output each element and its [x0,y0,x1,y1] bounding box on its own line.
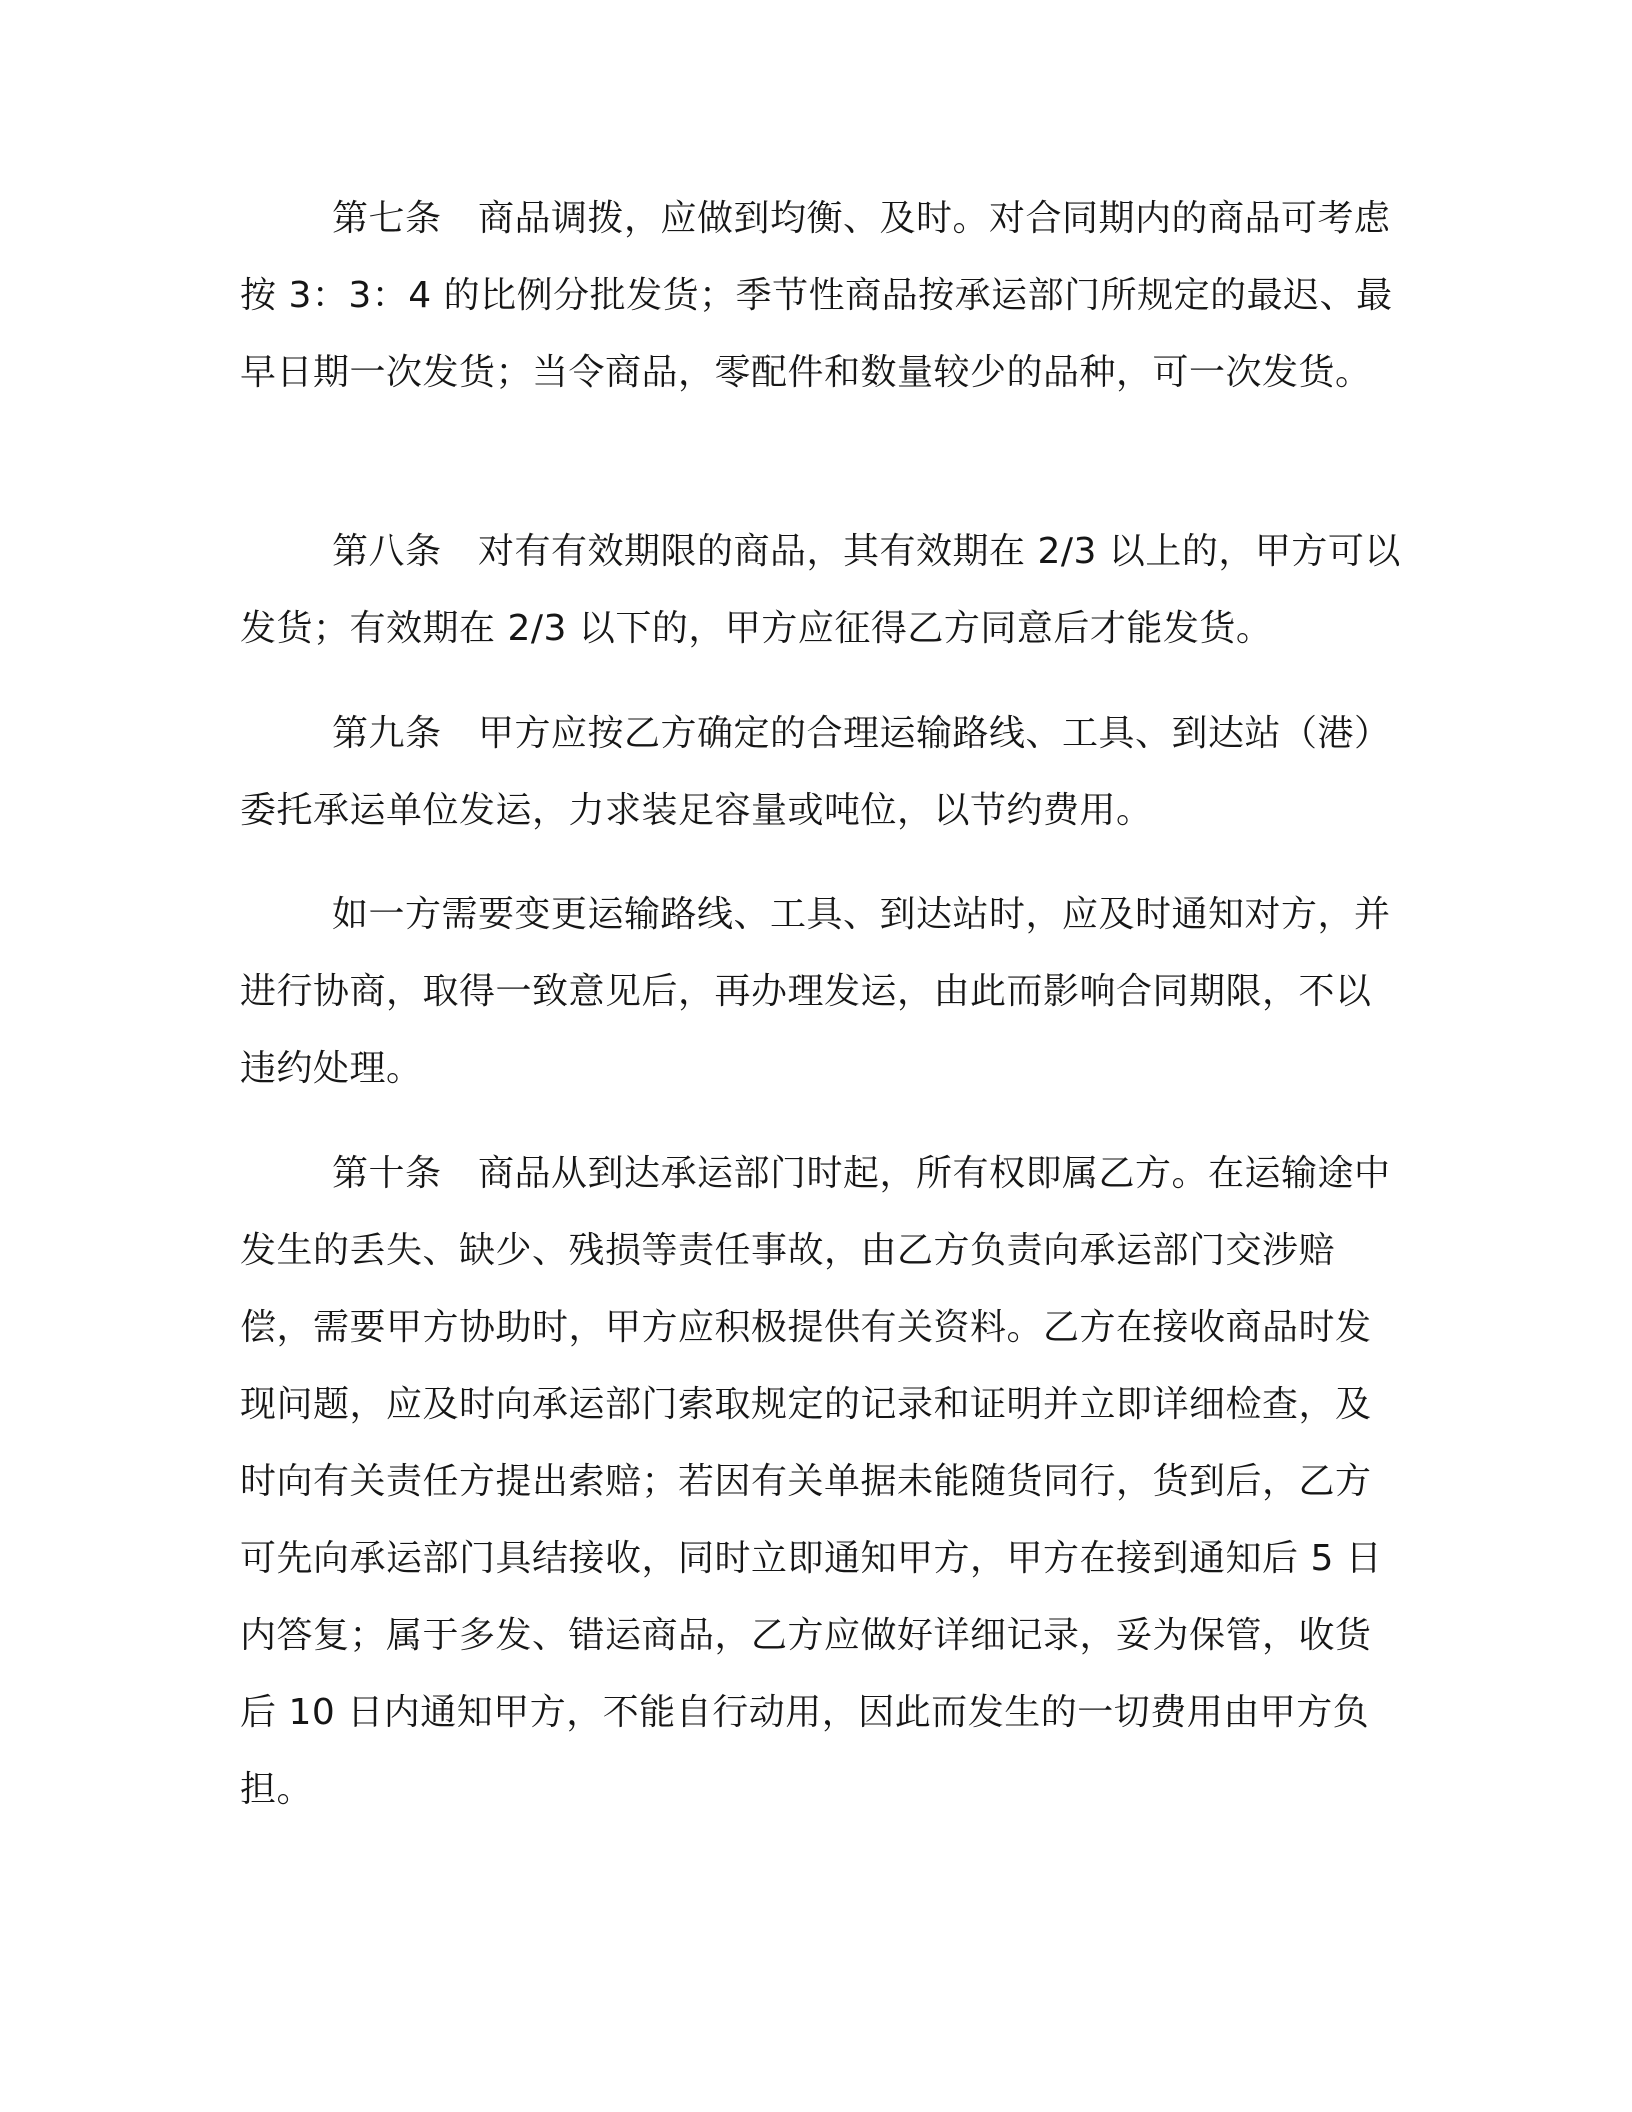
article-10-paragraph: 第十条 商品从到达承运部门时起，所有权即属乙方。在运输途中发生的丢失、缺少、残损等责任事故，由乙方负责向承运部门交涉赔偿，需要甲方协助时，甲方应积极提供有关资料。乙方在接收商品时发现问题，应及时向承运部门索取规定的记录和证明并立即详细检查，及时向有关责任方提出索赔；若因有关单据未能随货同行，货到后，乙方可先向承运部门具结接收，同时立即通知甲方，甲方在接到通知后 5 日内答复；属于多发、错运商品，乙方应做好详细记录，妥为保管，收货后 10 日内通知甲方，不能自行动用，因此而发生的一切费用由甲方负担。 [240,1153,1391,1810]
article-9-supplement-paragraph: 如一方需要变更运输路线、工具、到达站时，应及时通知对方，并进行协商，取得一致意见后，再办理发运，由此而影响合同期限，不以违约处理。 [240,894,1391,1089]
article-7-paragraph: 第七条 商品调拨，应做到均衡、及时。对合同期内的商品可考虑按 3：3：4 的比例分批发货；季节性商品按承运部门所规定的最迟、最早日期一次发货；当令商品，零配件和数量较少的品种，可一次发货。 [240,198,1393,393]
article-9-paragraph: 第九条 甲方应按乙方确定的合理运输路线、工具、到达站（港）委托承运单位发运，力求装足容量或吨位，以节约费用。 [240,713,1391,831]
article-8-paragraph: 第八条 对有有效期限的商品，其有效期在 2/3 以上的，甲方可以发货；有效期在 2/3 以下的，甲方应征得乙方同意后才能发货。 [240,531,1401,649]
